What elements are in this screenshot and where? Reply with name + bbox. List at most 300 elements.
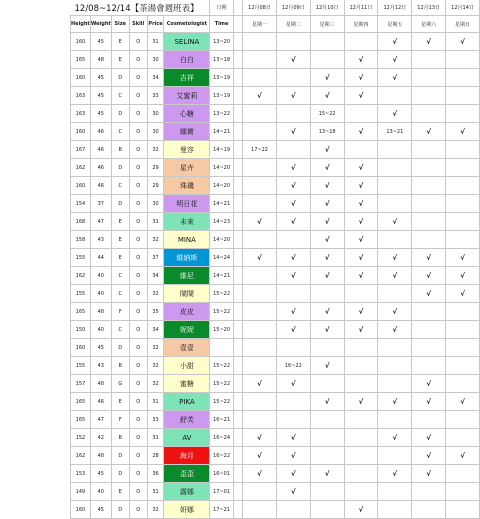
- skill-cell: O: [129, 375, 147, 393]
- weight-cell: 37: [90, 195, 111, 213]
- price-cell: 30: [147, 195, 164, 213]
- weight-cell: 45: [90, 501, 111, 519]
- time-cell: 16~22: [210, 447, 233, 465]
- day-availability-cell: √: [378, 33, 412, 51]
- time-cell: 14~21: [210, 195, 233, 213]
- day-availability-cell: [446, 69, 480, 87]
- cosmetologist-name: 鬧鬧: [164, 285, 210, 303]
- day-availability-cell: √: [344, 159, 378, 177]
- schedule-table: [70, 0, 480, 519]
- spacer-cell: [233, 357, 242, 375]
- time-cell: 14~20: [210, 177, 233, 195]
- day-availability-cell: [276, 33, 310, 51]
- day-availability-cell: [276, 141, 310, 159]
- time-cell: 13~19: [210, 87, 233, 105]
- price-cell: 31: [147, 213, 164, 231]
- cosmetologist-name: 妍娜: [164, 501, 210, 519]
- skill-cell: O: [129, 141, 147, 159]
- time-cell: 13~18: [210, 51, 233, 69]
- day-availability-cell: [344, 465, 378, 483]
- time-cell: 14~21: [210, 123, 233, 141]
- day-availability-cell: [446, 339, 480, 357]
- spacer-cell: [233, 285, 242, 303]
- size-cell: D: [111, 105, 129, 123]
- price-cell: 30: [147, 51, 164, 69]
- table-row: [71, 321, 480, 339]
- time-cell: 15~20: [210, 321, 233, 339]
- day-availability-cell: √: [310, 87, 344, 105]
- cosmetologist-name: 壹壹: [164, 339, 210, 357]
- day-date: 12月11日: [344, 0, 378, 16]
- height-cell: 154: [71, 195, 91, 213]
- day-availability-cell: √: [378, 267, 412, 285]
- date-label: 日期: [210, 0, 233, 16]
- day-availability-cell: √: [310, 357, 344, 375]
- cosmetologist-name: 舒芙: [164, 411, 210, 429]
- spacer-cell: [233, 465, 242, 483]
- day-availability-cell: [446, 159, 480, 177]
- day-availability-cell: √: [243, 213, 277, 231]
- time-cell: 16~24: [210, 429, 233, 447]
- weight-cell: 46: [90, 159, 111, 177]
- day-availability-cell: √: [412, 375, 446, 393]
- price-cell: 34: [147, 267, 164, 285]
- day-availability-cell: [310, 51, 344, 69]
- table-row: [71, 303, 480, 321]
- day-availability-cell: [243, 357, 277, 375]
- day-availability-cell: √: [344, 213, 378, 231]
- day-availability-cell: [344, 483, 378, 501]
- price-cell: 32: [147, 375, 164, 393]
- day-availability-cell: √: [276, 465, 310, 483]
- day-availability-cell: √: [276, 303, 310, 321]
- day-availability-cell: √: [446, 447, 480, 465]
- height-cell: 153: [71, 465, 91, 483]
- day-availability-cell: [243, 51, 277, 69]
- weight-cell: 45: [90, 69, 111, 87]
- price-cell: 32: [147, 231, 164, 249]
- weight-cell: 46: [90, 177, 111, 195]
- day-availability-cell: [412, 51, 446, 69]
- spacer-cell: [233, 87, 242, 105]
- spacer-cell: [233, 483, 242, 501]
- spacer-cell: [233, 321, 242, 339]
- spacer-cell: [233, 16, 242, 33]
- day-availability-cell: [378, 357, 412, 375]
- cosmetologist-name: 蜜糖: [164, 375, 210, 393]
- day-availability-cell: [446, 321, 480, 339]
- price-cell: 29: [147, 159, 164, 177]
- day-date: 12月10日: [310, 0, 344, 16]
- weight-cell: 43: [90, 357, 111, 375]
- cosmetologist-name: SELINA: [164, 33, 210, 51]
- day-availability-cell: [378, 339, 412, 357]
- price-cell: 28: [147, 447, 164, 465]
- day-availability-cell: √: [276, 123, 310, 141]
- day-availability-cell: [378, 411, 412, 429]
- height-cell: 165: [71, 411, 91, 429]
- day-availability-cell: [276, 339, 310, 357]
- spacer-cell: [233, 429, 242, 447]
- price-cell: 34: [147, 69, 164, 87]
- cosmetologist-name: 皮皮: [164, 303, 210, 321]
- day-availability-cell: [243, 339, 277, 357]
- skill-cell: O: [129, 123, 147, 141]
- day-availability-cell: [378, 285, 412, 303]
- day-availability-cell: √: [412, 465, 446, 483]
- table-row: [71, 339, 480, 357]
- day-availability-cell: √: [446, 267, 480, 285]
- skill-cell: O: [129, 501, 147, 519]
- day-availability-cell: √: [276, 429, 310, 447]
- day-availability-cell: √: [344, 177, 378, 195]
- height-cell: 158: [71, 231, 91, 249]
- day-availability-cell: [243, 159, 277, 177]
- day-availability-cell: [446, 177, 480, 195]
- skill-cell: O: [129, 51, 147, 69]
- weight-cell: 48: [90, 375, 111, 393]
- size-cell: C: [111, 87, 129, 105]
- size-cell: D: [111, 465, 129, 483]
- day-availability-cell: √: [310, 231, 344, 249]
- day-availability-cell: [344, 411, 378, 429]
- height-cell: 152: [71, 429, 91, 447]
- day-availability-cell: [243, 267, 277, 285]
- cosmetologist-name: 小甜: [164, 357, 210, 375]
- time-cell: 13~19: [210, 69, 233, 87]
- day-availability-cell: √: [276, 249, 310, 267]
- day-availability-cell: √: [276, 195, 310, 213]
- day-availability-cell: √: [276, 267, 310, 285]
- day-availability-cell: [378, 483, 412, 501]
- skill-cell: O: [129, 465, 147, 483]
- day-availability-cell: √: [344, 69, 378, 87]
- skill-cell: O: [129, 411, 147, 429]
- day-availability-cell: √: [310, 159, 344, 177]
- day-availability-cell: 17~22: [243, 141, 277, 159]
- size-cell: B: [111, 357, 129, 375]
- weight-cell: 46: [90, 393, 111, 411]
- day-availability-cell: √: [378, 393, 412, 411]
- height-cell: 150: [71, 321, 91, 339]
- day-availability-cell: [243, 105, 277, 123]
- day-date: 12月13日: [412, 0, 446, 16]
- day-availability-cell: √: [378, 465, 412, 483]
- day-weekday: 星期二: [276, 16, 310, 33]
- spacer-cell: [233, 231, 242, 249]
- table-row: [71, 87, 480, 105]
- day-availability-cell: √: [378, 105, 412, 123]
- spacer-cell: [233, 51, 242, 69]
- day-availability-cell: [276, 501, 310, 519]
- day-availability-cell: [446, 357, 480, 375]
- price-cell: 31: [147, 429, 164, 447]
- day-date: 12月12日: [378, 0, 412, 16]
- spacer-cell: [233, 0, 242, 16]
- size-cell: D: [111, 195, 129, 213]
- price-cell: 36: [147, 465, 164, 483]
- day-availability-cell: √: [344, 393, 378, 411]
- size-cell: E: [111, 51, 129, 69]
- day-availability-cell: [310, 447, 344, 465]
- table-row: [71, 177, 480, 195]
- day-availability-cell: [412, 303, 446, 321]
- day-availability-cell: √: [344, 303, 378, 321]
- spacer-cell: [233, 141, 242, 159]
- cosmetologist-name: 曼容: [164, 141, 210, 159]
- day-availability-cell: √: [344, 87, 378, 105]
- size-cell: D: [111, 339, 129, 357]
- day-availability-cell: [378, 447, 412, 465]
- day-availability-cell: [446, 501, 480, 519]
- day-availability-cell: [378, 231, 412, 249]
- size-cell: B: [111, 141, 129, 159]
- price-cell: 30: [147, 105, 164, 123]
- day-availability-cell: [412, 213, 446, 231]
- skill-cell: O: [129, 357, 147, 375]
- table-row: [71, 285, 480, 303]
- table-row: [71, 123, 480, 141]
- cosmetologist-name: 妮妮: [164, 321, 210, 339]
- height-cell: 160: [71, 501, 91, 519]
- skill-cell: O: [129, 231, 147, 249]
- day-availability-cell: [412, 87, 446, 105]
- day-availability-cell: [243, 123, 277, 141]
- price-cell: 32: [147, 141, 164, 159]
- height-cell: 162: [71, 159, 91, 177]
- size-cell: D: [111, 447, 129, 465]
- height-cell: 167: [71, 141, 91, 159]
- skill-cell: O: [129, 447, 147, 465]
- cosmetologist-name: 星卉: [164, 159, 210, 177]
- height-cell: 157: [71, 375, 91, 393]
- day-availability-cell: [243, 303, 277, 321]
- spacer-cell: [233, 447, 242, 465]
- day-availability-cell: [344, 429, 378, 447]
- day-availability-cell: [378, 87, 412, 105]
- weight-cell: 44: [90, 249, 111, 267]
- time-cell: 14~19: [210, 141, 233, 159]
- day-weekday: 星期五: [378, 16, 412, 33]
- skill-cell: O: [129, 267, 147, 285]
- skill-cell: O: [129, 303, 147, 321]
- day-availability-cell: [310, 429, 344, 447]
- height-cell: 160: [71, 123, 91, 141]
- cosmetologist-name: PIKA: [164, 393, 210, 411]
- day-availability-cell: √: [344, 501, 378, 519]
- day-availability-cell: [412, 357, 446, 375]
- size-cell: F: [111, 303, 129, 321]
- day-availability-cell: [412, 339, 446, 357]
- time-cell: 16~21: [210, 411, 233, 429]
- day-availability-cell: [310, 33, 344, 51]
- day-availability-cell: [412, 411, 446, 429]
- spacer-cell: [233, 213, 242, 231]
- table-row: [71, 33, 480, 51]
- time-cell: 14~20: [210, 159, 233, 177]
- height-cell: 149: [71, 483, 91, 501]
- spacer-cell: [233, 249, 242, 267]
- day-date: 12月09日: [276, 0, 310, 16]
- day-availability-cell: [344, 105, 378, 123]
- day-availability-cell: √: [378, 429, 412, 447]
- weight-cell: 45: [90, 87, 111, 105]
- day-availability-cell: √: [412, 447, 446, 465]
- table-row: [71, 213, 480, 231]
- day-availability-cell: √: [310, 267, 344, 285]
- weight-cell: 40: [90, 483, 111, 501]
- day-availability-cell: [243, 33, 277, 51]
- day-availability-cell: √: [412, 123, 446, 141]
- day-availability-cell: √: [378, 303, 412, 321]
- day-availability-cell: √: [412, 33, 446, 51]
- day-availability-cell: √: [344, 321, 378, 339]
- day-availability-cell: 13~18: [310, 123, 344, 141]
- day-availability-cell: √: [243, 447, 277, 465]
- table-row: [71, 159, 480, 177]
- day-availability-cell: √: [310, 249, 344, 267]
- day-availability-cell: [378, 141, 412, 159]
- size-cell: B: [111, 429, 129, 447]
- day-availability-cell: [446, 429, 480, 447]
- price-cell: 37: [147, 249, 164, 267]
- day-weekday: 星期日: [446, 16, 480, 33]
- day-availability-cell: [344, 375, 378, 393]
- size-cell: E: [111, 249, 129, 267]
- time-cell: 14~20: [210, 231, 233, 249]
- table-row: [71, 267, 480, 285]
- day-availability-cell: √: [276, 213, 310, 231]
- cosmetologist-name: 維尼: [164, 267, 210, 285]
- skill-cell: O: [129, 339, 147, 357]
- day-availability-cell: √: [378, 321, 412, 339]
- day-availability-cell: [446, 465, 480, 483]
- day-availability-cell: [243, 195, 277, 213]
- skill-cell: O: [129, 105, 147, 123]
- height-cell: 165: [71, 51, 91, 69]
- day-availability-cell: √: [243, 249, 277, 267]
- size-cell: D: [111, 69, 129, 87]
- price-cell: 32: [147, 357, 164, 375]
- spacer-cell: [233, 123, 242, 141]
- weight-cell: 48: [90, 51, 111, 69]
- table-row: [71, 231, 480, 249]
- height-cell: 155: [71, 285, 91, 303]
- day-availability-cell: [344, 285, 378, 303]
- day-availability-cell: [276, 105, 310, 123]
- height-cell: 160: [71, 177, 91, 195]
- day-availability-cell: √: [344, 267, 378, 285]
- day-availability-cell: [243, 69, 277, 87]
- weight-cell: 46: [90, 141, 111, 159]
- day-date: 12月08日: [243, 0, 277, 16]
- day-availability-cell: [378, 501, 412, 519]
- day-availability-cell: √: [243, 429, 277, 447]
- price-cell: 32: [147, 501, 164, 519]
- skill-cell: O: [129, 33, 147, 51]
- spacer-cell: [233, 393, 242, 411]
- spacer-cell: [233, 411, 242, 429]
- table-row: [71, 447, 480, 465]
- day-availability-cell: √: [310, 321, 344, 339]
- day-availability-cell: [344, 357, 378, 375]
- cosmetologist-name: MINA: [164, 231, 210, 249]
- time-cell: [210, 339, 233, 357]
- day-availability-cell: √: [378, 213, 412, 231]
- cosmetologist-name: 歪歪: [164, 465, 210, 483]
- day-availability-cell: [378, 375, 412, 393]
- day-availability-cell: √: [310, 465, 344, 483]
- day-availability-cell: [276, 69, 310, 87]
- day-availability-cell: 15~22: [310, 105, 344, 123]
- time-cell: 14~24: [210, 249, 233, 267]
- day-availability-cell: [446, 141, 480, 159]
- skill-cell: O: [129, 177, 147, 195]
- height-cell: 162: [71, 267, 91, 285]
- spacer-cell: [233, 303, 242, 321]
- cosmetologist-name: 海月: [164, 447, 210, 465]
- day-availability-cell: √: [412, 429, 446, 447]
- height-cell: 160: [71, 33, 91, 51]
- day-availability-cell: [276, 393, 310, 411]
- size-cell: F: [111, 411, 129, 429]
- day-availability-cell: √: [344, 249, 378, 267]
- table-row: [71, 69, 480, 87]
- height-cell: 155: [71, 249, 91, 267]
- price-cell: 32: [147, 339, 164, 357]
- day-availability-cell: [446, 483, 480, 501]
- day-availability-cell: [412, 177, 446, 195]
- price-cell: 31: [147, 33, 164, 51]
- day-availability-cell: √: [446, 33, 480, 51]
- day-availability-cell: [378, 177, 412, 195]
- day-availability-cell: 13~21: [378, 123, 412, 141]
- day-availability-cell: [310, 483, 344, 501]
- price-cell: 31: [147, 483, 164, 501]
- table-row: [71, 105, 480, 123]
- table-row: [71, 375, 480, 393]
- day-availability-cell: √: [344, 231, 378, 249]
- table-row: [71, 51, 480, 69]
- day-availability-cell: √: [446, 249, 480, 267]
- size-cell: C: [111, 123, 129, 141]
- spacer-cell: [233, 339, 242, 357]
- day-availability-cell: [310, 411, 344, 429]
- day-availability-cell: [276, 285, 310, 303]
- size-cell: G: [111, 375, 129, 393]
- day-availability-cell: √: [276, 321, 310, 339]
- price-cell: 35: [147, 303, 164, 321]
- time-cell: 16~01: [210, 465, 233, 483]
- day-availability-cell: [276, 411, 310, 429]
- size-cell: C: [111, 285, 129, 303]
- day-availability-cell: [446, 231, 480, 249]
- day-availability-cell: [310, 339, 344, 357]
- day-availability-cell: [243, 393, 277, 411]
- column-header-height: Height: [71, 16, 91, 33]
- price-cell: 31: [147, 393, 164, 411]
- weight-cell: 45: [90, 33, 111, 51]
- size-cell: D: [111, 159, 129, 177]
- cosmetologist-name: 未來: [164, 213, 210, 231]
- size-cell: D: [111, 501, 129, 519]
- weight-cell: 40: [90, 285, 111, 303]
- day-availability-cell: [310, 501, 344, 519]
- spacer-cell: [233, 501, 242, 519]
- day-availability-cell: [344, 141, 378, 159]
- table-row: [71, 429, 480, 447]
- day-availability-cell: [446, 213, 480, 231]
